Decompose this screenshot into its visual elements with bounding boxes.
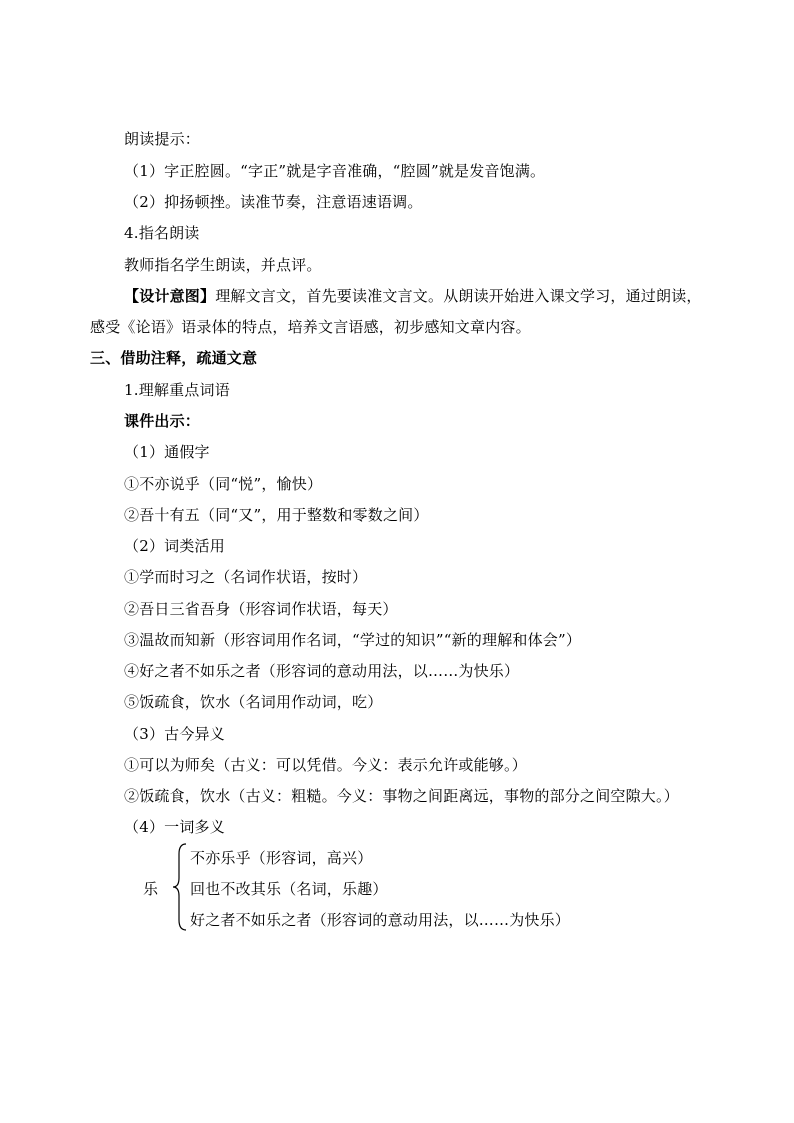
step4-body: 教师指名学生朗读，并点评。: [124, 256, 322, 274]
section3-sub1: 1.理解重点词语: [124, 381, 230, 399]
list-item: 好之者不如乐之者（形容词的意动用法，以……为快乐）: [190, 911, 571, 929]
gujin-title: （3）古今异义: [124, 725, 225, 743]
design-intent-label: 【设计意图】: [124, 287, 216, 305]
design-intent-text: 理解文言文，首先要读准文言文。从朗读开始进入课文学习，通过朗读，: [215, 287, 702, 305]
list-item: ①学而时习之（名词作状语，按时）: [124, 568, 368, 586]
step4-heading: 4.指名朗读: [124, 224, 200, 242]
list-item: 回也不改其乐（名词，乐趣）: [190, 880, 388, 898]
tongjiazi-title: （1）通假字: [124, 443, 210, 461]
reading-tips-heading: 朗读提示：: [124, 130, 201, 148]
list-item: ②吾十有五（同“又”，用于整数和零数之间）: [124, 506, 429, 524]
yici-char: 乐: [143, 880, 159, 898]
curly-brace: [172, 842, 188, 932]
courseware-label: 课件出示：: [124, 412, 201, 430]
list-item: ②吾日三省吾身（形容词作状语，每天）: [124, 600, 398, 618]
list-item: ①可以为师矣（古义：可以凭借。今义：表示允许或能够。）: [124, 756, 527, 774]
list-item: ③温故而知新（形容词用作名词，“学过的知识”“新的理解和体会”）: [124, 631, 582, 649]
list-item: ④好之者不如乐之者（形容词的意动用法，以……为快乐）: [124, 662, 520, 680]
reading-tip-2: （2）抑扬顿挫。读准节奏，注意语速语调。: [124, 193, 423, 211]
list-item: ②饭疏食，饮水（古义：粗糙。今义：事物之间距离远，事物的部分之间空隙大。）: [124, 787, 679, 805]
yici-title: （4）一词多义: [124, 818, 225, 836]
section3-heading: 三、借助注释，疏通文意: [90, 349, 258, 367]
list-item: ①不亦说乎（同“悦”，愉快）: [124, 475, 323, 493]
list-item: 不亦乐乎（形容词，高兴）: [190, 849, 373, 867]
design-intent-line2: 感受《论语》语录体的特点，培养文言语感，初步感知文章内容。: [90, 318, 531, 336]
reading-tip-1: （1）字正腔圆。“字正”就是字音准确，“腔圆”就是发音饱满。: [124, 162, 546, 180]
design-intent-line1: [124, 286, 702, 306]
cilei-title: （2）词类活用: [124, 537, 225, 555]
list-item: ⑤饭疏食，饮水（名词用作动词，吃）: [124, 693, 383, 711]
